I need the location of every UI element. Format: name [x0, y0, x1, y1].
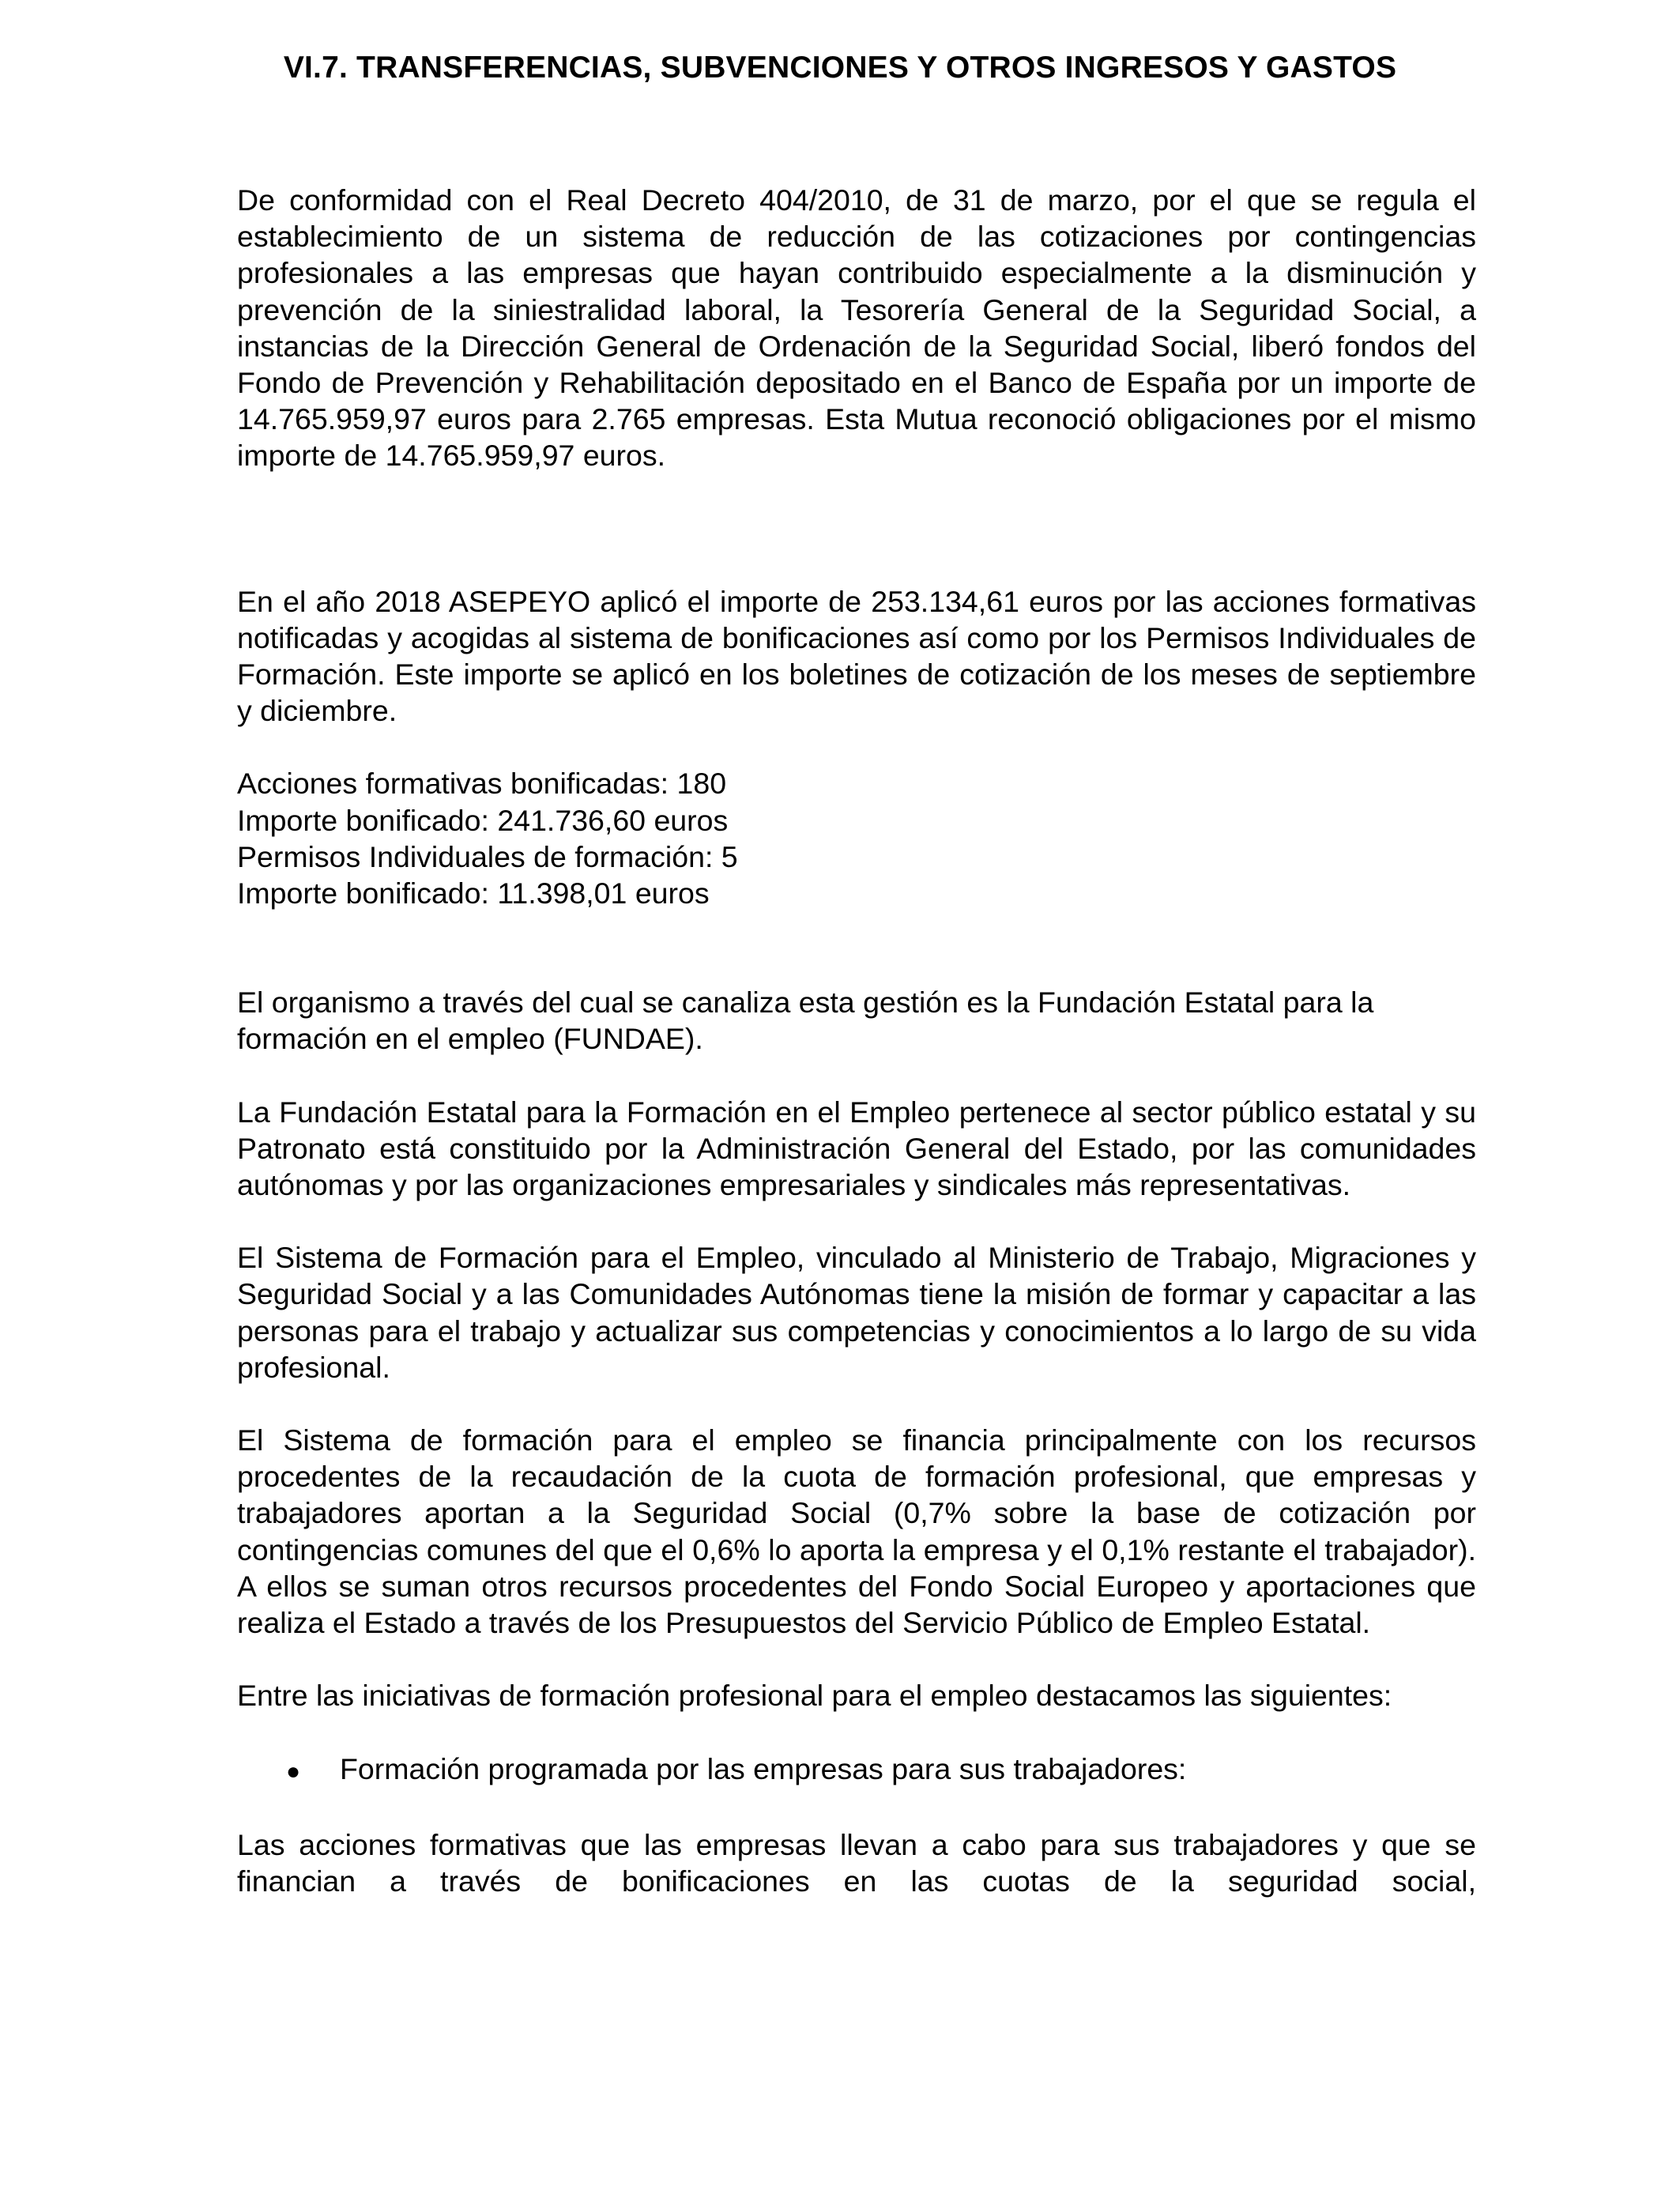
paragraph-financiacion: El Sistema de formación para el empleo se financia principalmente con los recursos procedentes de la recaudación de la cuota de formación profesional, que empresas y trabajadores aportan a la Seguridad Social (0,7% sobre la base de cotización por contingencias comunes del que el 0,6% lo aporta la empresa y el 0,1% restante el trabajador). A ellos se suman otros recursos procedentes del Fondo Social Europeo y aportaciones que realiza el Estado a través de los Presupuestos del Servicio Público de Empleo Estatal.: [237, 1423, 1476, 1640]
stat-importe-bonificado-2: Importe bonificado: 11.398,01 euros: [237, 876, 710, 910]
stat-permisos-individuales: Permisos Individuales de formación: 5: [237, 839, 738, 873]
spacer: [237, 911, 1476, 984]
spacer: [237, 1057, 1476, 1094]
spacer: [237, 1641, 1476, 1677]
paragraph-asepeyo-importe: En el año 2018 ASEPEYO aplicó el importe de 253.134,61 euros por las acciones formativas notificadas y acogidas al sistema de bonificaciones así como por los Permisos Individuales de Formación. Este importe se aplicó en los boletines de cotización de los meses de septiembre y diciembre.: [237, 584, 1476, 728]
paragraph-acciones-empresas: Las acciones formativas que las empresas llevan a cabo para sus trabajadores y que se financian a través de bonificaciones en las cuotas de la seguridad social,: [237, 1827, 1476, 1898]
spacer: [237, 1714, 1476, 1751]
bullet-item: [237, 1751, 1476, 1790]
paragraph-sistema-formacion: El Sistema de Formación para el Empleo, vinculado al Ministerio de Trabajo, Migraciones y Seguridad Social y a las Comunidades Autónomas tiene la misión de formar y capacitar a las personas para el trabajo y actualizar sus competencias y conocimientos a lo largo de su vida profesional.: [237, 1241, 1476, 1384]
paragraph-real-decreto: De conformidad con el Real Decreto 404/2010, de 31 de marzo, por el que se regula el establecimiento de un sistema de reducción de las cotizaciones por contingencias profesionales a las empresas que hayan contribuido especialmente a la disminución y prevención de la siniestralidad laboral, la Tesorería General de la Seguridad Social, a instancias de la Dirección General de Ordenación de la Seguridad Social, liberó fondos del Fondo de Prevención y Rehabilitación depositado en el Banco de España por un importe de 14.765.959,97 euros para 2.765 empresas. Esta Mutua reconoció obligaciones por el mismo importe de 14.765.959,97 euros.: [237, 183, 1476, 473]
paragraph-iniciativas: Entre las iniciativas de formación profesional para el empleo destacamos las siguientes:: [237, 1679, 1392, 1713]
paragraph-fundacion-estatal: La Fundación Estatal para la Formación en el Empleo pertenece al sector público estatal y su Patronato está constituido por la Administración General del Estado, por las comunidades autónomas y por las organizaciones empresariales y sindicales más representativas.: [237, 1095, 1476, 1202]
bullet-icon: ●: [286, 1758, 301, 1785]
spacer: [237, 1790, 1476, 1826]
bullet-text: Formación programada por las empresas para sus trabajadores:: [340, 1751, 1187, 1785]
spacer: [237, 1203, 1476, 1239]
stat-acciones-formativas: Acciones formativas bonificadas: 180: [237, 767, 727, 801]
spacer: [237, 1385, 1476, 1422]
spacer: [237, 474, 1476, 583]
section-title: VI.7. TRANSFERENCIAS, SUBVENCIONES Y OTROS INGRESOS Y GASTOS: [283, 51, 1397, 85]
paragraph-fundae: El organismo a través del cual se canaliza esta gestión es la Fundación Estatal para la formación en el empleo (FUNDAE).: [237, 986, 1374, 1056]
stat-importe-bonificado-1: Importe bonificado: 241.736,60 euros: [237, 803, 729, 837]
document-body: [237, 182, 1476, 1899]
spacer: [237, 729, 1476, 765]
